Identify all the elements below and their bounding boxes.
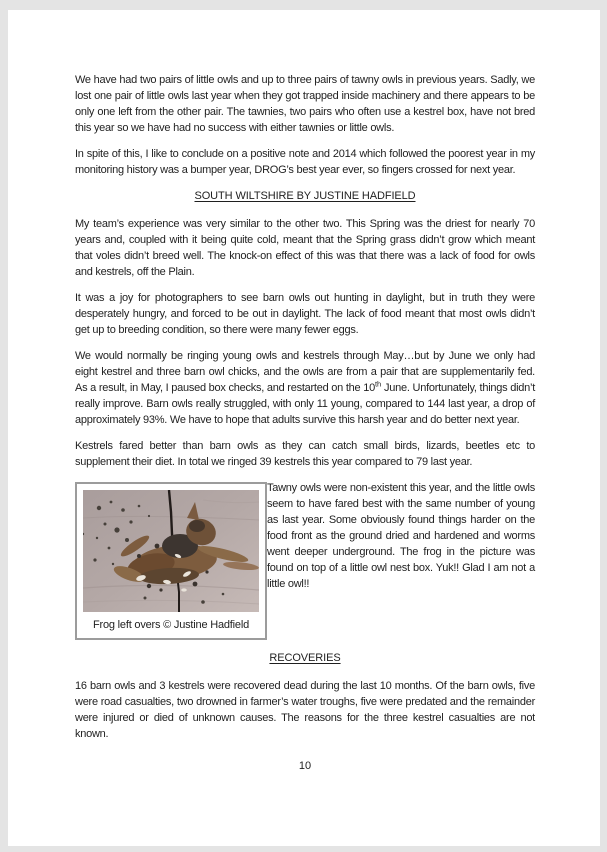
paragraph-previous-years: We have had two pairs of little owls and up to three pairs of tawny owls in previous years. Sadly, we lost one pair of little owls last year when they got trapped inside machinery and there appears to be only one left from the other pair. The tawnies, two pairs who often use a kestrel box, have not bred this year so we have had no success with either tawnies or little owls. (75, 74, 535, 134)
paragraph-recoveries: 16 barn owls and 3 kestrels were recovered dead during the last 10 months. Of the barn owls, five were road casualties, two drowned in farmer’s water troughs, five were predated and the remainder were injured or died of unknown causes. The reasons for the three kestrel casualties are not known. (75, 680, 535, 740)
document-page (8, 10, 600, 846)
ordinal-superscript: th (374, 379, 382, 389)
section-heading-south-wiltshire (75, 188, 535, 204)
figure-caption: Frog left overs © Justine Hadfield (93, 619, 249, 631)
paragraph-kestrels: Kestrels fared better than barn owls as they can catch small birds, lizards, beetles etc to supplement their diet. In total we ringed 39 kestrels this year compared to 79 last year. (75, 440, 535, 468)
paragraph-segment: June. Unfortunately, things didn’t really improve. Barn owls really struggled, with only 11 young, compared to 144 last year, a drop of approximately 93%. We have to hope that adults survive this harsh year and do better next year. (75, 382, 536, 426)
frog-remains-illustration (83, 490, 259, 612)
heading-text: RECOVERIES (269, 652, 341, 664)
figure-frog-photo (75, 482, 267, 640)
heading-text: SOUTH WILTSHIRE BY JUSTINE HADFIELD (194, 190, 416, 202)
figure-text-wrap (75, 480, 535, 631)
frog-remains-photo (83, 490, 259, 612)
section-heading-recoveries (75, 646, 535, 666)
paragraph-segment: We would normally be ringing young owls and kestrels through May…but by June we only had eight kestrel and three barn owl chicks, and the owls are from a pair that are supplementarily fed. As a result, in May, I paused box checks, and restarted on the 10 (75, 350, 535, 394)
paragraph-photographers: It was a joy for photographers to see barn owls out hunting in daylight, but in truth they were desperately hungry, and forced to be out in daylight. The lack of food meant that most owls didn’t get up to breeding condition, so there were many fewer eggs. (75, 292, 535, 336)
paragraph-ringing-june (75, 348, 535, 428)
paragraph-team-experience: My team’s experience was very similar to the other two. This Spring was the driest for nearly 70 years and, coupled with it being quite cold, meant that the Spring grass didn’t grow which meant that voles didn’t breed well. The knock-on effect of this was that there was a lack of food for owls and kestrels, off the Plain. (75, 218, 535, 278)
paragraph-positive-note: In spite of this, I like to conclude on a positive note and 2014 which followed the poorest year in my monitoring history was a bumper year, DROG’s best year ever, so fingers crossed for next year. (75, 148, 535, 176)
paragraph-tawny-owls: Tawny owls were non-existent this year, and the little owls seem to have fared best with the same number of young as last year. Some obviously found things harder on the food front as the ground dried and hardened and worms went deeper underground. The frog in the picture was found on top of a little owl nest box. Yuk!! Glad I am not a little owl!! (267, 482, 535, 590)
page-content (8, 10, 600, 774)
page-number: 10 (298, 760, 312, 772)
